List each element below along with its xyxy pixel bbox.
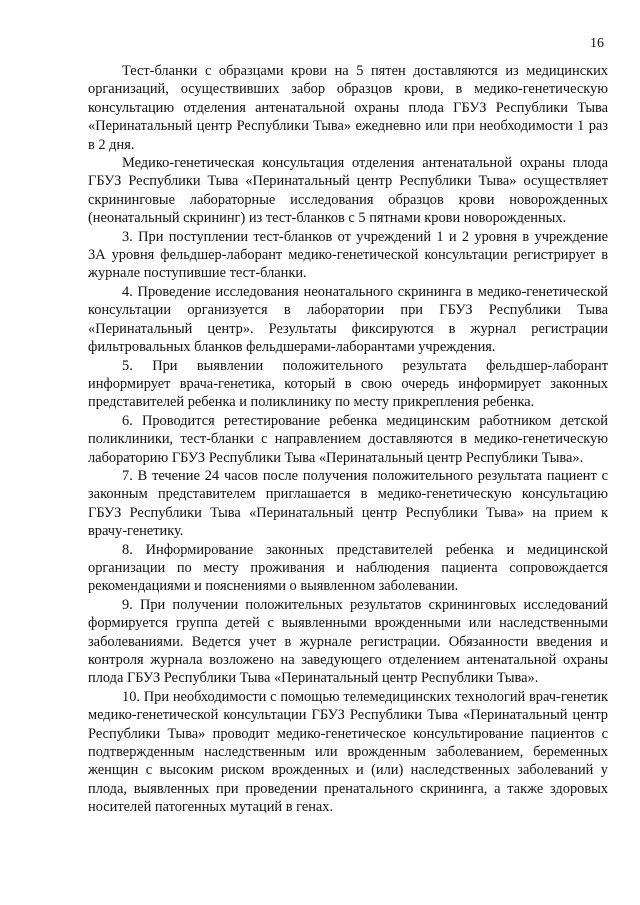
paragraph-consultation-screening: Медико-генетическая консультация отделения антенатальной охраны плода ГБУЗ Республики Тыва «Перинатальный центр Республики Тыва» осуществляет скрининговые лабораторные исследования образцов крови новорожденных (неонатальный скрининг) из тест-бланков с 5 пятнами крови новорожденных.	[88, 155, 608, 227]
paragraph-7: 7. В течение 24 часов после получения положительного результата пациент с законным представителем приглашается в медико-генетическую консультацию ГБУЗ Республики Тыва «Перинатальный центр Республики Тыва» на прием к врачу-генетику.	[88, 467, 608, 540]
paragraph-9: 9. При получении положительных результатов скрининговых исследований формируется группа детей с выявленными врожденными или наследственными заболеваниями. Ведется учет в журнале регистрации. Обязанности введения и контроля журнала возложено на заведующего отделением антенатальной охраны плода ГБУЗ Республики Тыва «Перинатальный центр Республики Тыва».	[88, 596, 608, 687]
paragraph-8: 8. Информирование законных представителей ребенка и медицинской организации по месту проживания и наблюдения пациента сопровождается рекомендациями и пояснениями о выявленном заболевании.	[88, 541, 608, 595]
paragraph-3: 3. При поступлении тест-бланков от учреждений 1 и 2 уровня в учреждение 3А уровня фельдшер-лаборант медико-генетической консультации регистрирует в журнале поступившие тест-бланки.	[88, 228, 608, 282]
page-number: 16	[590, 36, 604, 51]
paragraph-test-blanks-delivery: Тест-бланки с образцами крови на 5 пятен доставляются из медицинских организаций, осуществивших забор образцов крови, в медико-генетическую консультацию отделения антенатальной охраны плода ГБУЗ Республики Тыва «Перинатальный центр Республики Тыва» ежедневно или при необходимости 1 раз в 2 дня.	[88, 63, 608, 153]
document-body	[88, 62, 608, 817]
paragraph-6: 6. Проводится ретестирование ребенка медицинским работником детской поликлиники, тест-бланки с направлением доставляются в медико-генетическую лабораторию ГБУЗ Республики Тыва «Перинатальный центр Республики Тыва».	[88, 412, 608, 466]
paragraph-5: 5. При выявлении положительного результата фельдшер-лаборант информирует врача-генетика, который в свою очередь информирует законных представителей ребенка и поликлинику по месту прикрепления ребенка.	[88, 357, 608, 411]
paragraph-10: 10. При необходимости с помощью телемедицинских технологий врач-генетик медико-генетической консультации ГБУЗ Республики Тыва «Перинатальный центр Республики Тыва» проводит медико-генетическое консультирование пациентов с подтвержденным наследственным или врожденным заболеванием, беременных женщин с высоким риском врожденных и (или) наследственных заболеваний у плода, выявленных при проведении пренатального скрининга, а также здоровых носителей патогенных мутаций в генах.	[88, 688, 608, 816]
paragraph-4: 4. Проведение исследования неонатального скрининга в медико-генетической консультации организуется в лаборатории при ГБУЗ Республики Тыва «Перинатальный центр». Результаты фиксируются в журнал регистрации фильтровальных бланков фельдшерами-лаборантами учреждения.	[88, 283, 608, 356]
